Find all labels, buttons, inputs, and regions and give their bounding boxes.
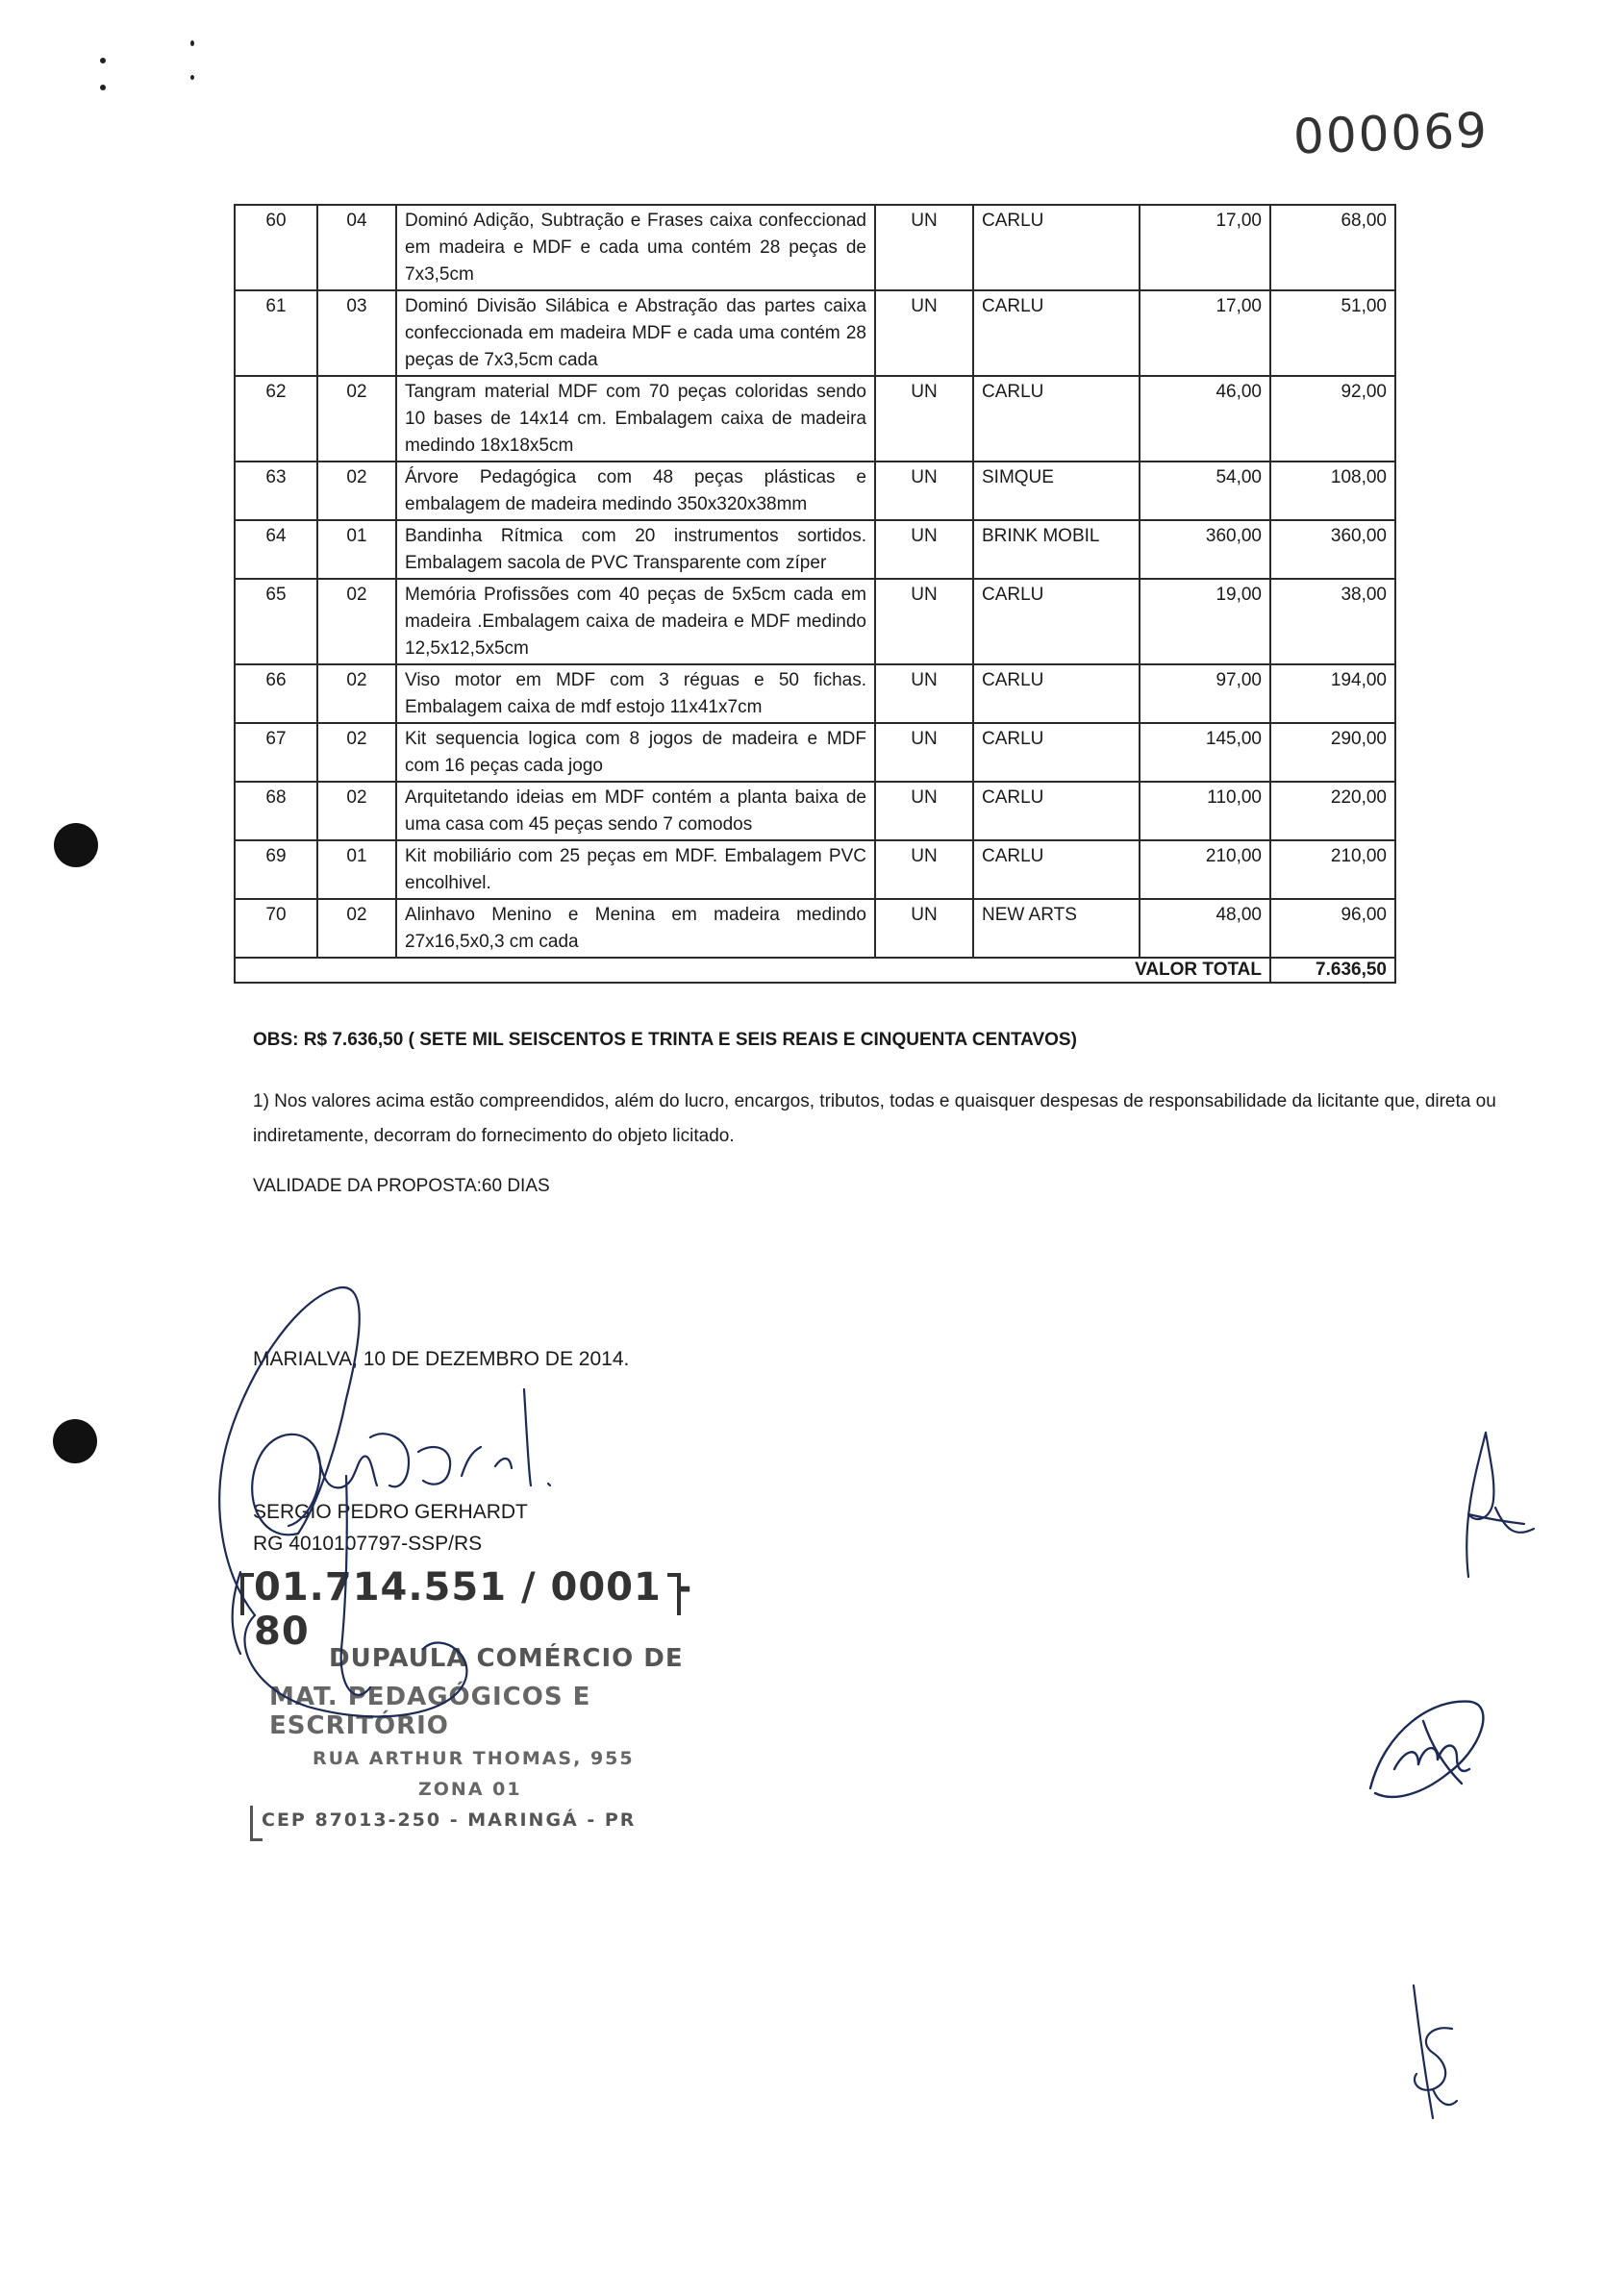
item-brand: CARLU [973,579,1140,664]
item-quantity: 02 [317,782,396,840]
stamp-cep: CEP 87013-250 - MARINGÁ - PR [262,1809,637,1831]
item-unit: UN [875,290,973,376]
item-quantity: 02 [317,462,396,520]
item-description: Kit sequencia logica com 8 jogos de madeira e MDF com 16 peças cada jogo [396,723,875,782]
item-description: Kit mobiliário com 25 peças em MDF. Embalagem PVC encolhivel. [396,840,875,899]
item-total: 360,00 [1270,520,1395,579]
item-description: Bandinha Rítmica com 20 instrumentos sortidos. Embalagem sacola de PVC Transparente com zíper [396,520,875,579]
item-total: 210,00 [1270,840,1395,899]
item-total: 51,00 [1270,290,1395,376]
item-description: Alinhavo Menino e Menina em madeira medindo 27x16,5x0,3 cm cada [396,899,875,958]
item-unit-price: 110,00 [1140,782,1270,840]
item-unit: UN [875,520,973,579]
item-quantity: 02 [317,376,396,462]
item-number: 66 [235,664,317,723]
item-description: Arquitetando ideias em MDF contém a planta baixa de uma casa com 45 peças sendo 7 comodos [396,782,875,840]
item-quantity: 04 [317,205,396,290]
stamp-cnpj: 01.714.551 / 0001 - 80 [254,1565,693,1654]
item-unit-price: 17,00 [1140,205,1270,290]
scan-speck [100,85,106,90]
stamp-bracket [667,1573,681,1615]
item-brand: CARLU [973,840,1140,899]
handwritten-signature [202,1284,567,1726]
observation-text: OBS: R$ 7.636,50 ( SETE MIL SEISCENTOS E TRINTA E SEIS REAIS E CINQUENTA CENTAVOS) [253,1030,1077,1050]
item-quantity: 02 [317,723,396,782]
item-number: 65 [235,579,317,664]
item-total: 220,00 [1270,782,1395,840]
table-row [235,376,1395,462]
table-row [235,205,1395,290]
item-unit: UN [875,840,973,899]
items-table [234,204,1396,984]
total-row [235,958,1395,983]
item-brand: CARLU [973,782,1140,840]
item-brand: CARLU [973,290,1140,376]
scan-speck [100,58,106,63]
punch-hole [54,823,98,867]
item-brand: BRINK MOBIL [973,520,1140,579]
item-unit-price: 97,00 [1140,664,1270,723]
item-description: Árvore Pedagógica com 48 peças plásticas e embalagem de madeira medindo 350x320x38mm [396,462,875,520]
item-unit: UN [875,782,973,840]
item-quantity: 02 [317,899,396,958]
item-unit-price: 19,00 [1140,579,1270,664]
stamp-address: RUA ARTHUR THOMAS, 955 [313,1748,635,1769]
item-quantity: 01 [317,840,396,899]
item-description: Dominó Divisão Silábica e Abstração das partes caixa confeccionada em madeira MDF e cada uma contém 28 peças de 7x3,5cm cada [396,290,875,376]
margin-initial-signature [1399,1985,1476,2120]
item-unit-price: 360,00 [1140,520,1270,579]
margin-initial-signature [1366,1692,1491,1808]
item-quantity: 02 [317,664,396,723]
item-number: 64 [235,520,317,579]
item-unit-price: 54,00 [1140,462,1270,520]
table-row [235,840,1395,899]
punch-hole [53,1419,97,1463]
table-row [235,462,1395,520]
signer-name: SERGIO PEDRO GERHARDT [253,1501,528,1523]
item-brand: NEW ARTS [973,899,1140,958]
scan-speck [190,40,194,46]
item-description: Memória Profissões com 40 peças de 5x5cm cada em madeira .Embalagem caixa de madeira e MDF medindo 12,5x12,5x5cm [396,579,875,664]
margin-initial-signature [1447,1433,1543,1577]
item-number: 69 [235,840,317,899]
page-number: 000069 [1292,102,1490,165]
item-quantity: 03 [317,290,396,376]
item-unit: UN [875,899,973,958]
item-description: Dominó Adição, Subtração e Frases caixa confeccionad em madeira e MDF e cada uma contém 28 peças de 7x3,5cm [396,205,875,290]
table-row [235,723,1395,782]
item-unit: UN [875,723,973,782]
item-unit: UN [875,664,973,723]
item-total: 194,00 [1270,664,1395,723]
table-row [235,520,1395,579]
item-brand: CARLU [973,205,1140,290]
item-unit-price: 17,00 [1140,290,1270,376]
item-unit: UN [875,205,973,290]
item-description: Tangram material MDF com 70 peças coloridas sendo 10 bases de 14x14 cm. Embalagem caixa de madeira medindo 18x18x5cm [396,376,875,462]
item-brand: CARLU [973,664,1140,723]
item-brand: SIMQUE [973,462,1140,520]
stamp-zone: ZONA 01 [418,1779,522,1800]
total-label: VALOR TOTAL [235,958,1270,983]
item-unit: UN [875,376,973,462]
stamp-company-line1: DUPAULA COMÉRCIO DE [329,1644,684,1673]
note-text: 1) Nos valores acima estão compreendidos, além do lucro, encargos, tributos, todas e quaisquer despesas de responsabilidade da licitante que, direta ou indiretamente, decorram do fornecimento do objeto licitado. [253,1091,1496,1146]
place-date: MARIALVA, 10 DE DEZEMBRO DE 2014. [253,1348,630,1370]
item-total: 96,00 [1270,899,1395,958]
item-unit-price: 210,00 [1140,840,1270,899]
item-unit-price: 48,00 [1140,899,1270,958]
item-total: 92,00 [1270,376,1395,462]
item-number: 60 [235,205,317,290]
total-value: 7.636,50 [1270,958,1395,983]
stamp-company-line2: MAT. PEDAGÓGICOS E ESCRITÓRIO [269,1683,591,1740]
item-unit: UN [875,462,973,520]
item-number: 63 [235,462,317,520]
table-row [235,899,1395,958]
item-total: 290,00 [1270,723,1395,782]
table-row [235,664,1395,723]
item-unit: UN [875,579,973,664]
item-total: 68,00 [1270,205,1395,290]
item-unit-price: 145,00 [1140,723,1270,782]
item-unit-price: 46,00 [1140,376,1270,462]
item-number: 70 [235,899,317,958]
item-quantity: 01 [317,520,396,579]
item-number: 62 [235,376,317,462]
item-total: 108,00 [1270,462,1395,520]
item-number: 68 [235,782,317,840]
item-number: 67 [235,723,317,782]
item-number: 61 [235,290,317,376]
item-total: 38,00 [1270,579,1395,664]
item-brand: CARLU [973,723,1140,782]
items-table-body [235,205,1395,958]
signer-rg: RG 4010107797-SSP/RS [253,1533,483,1555]
item-brand: CARLU [973,376,1140,462]
table-row [235,290,1395,376]
table-row [235,782,1395,840]
proposal-validity: VALIDADE DA PROPOSTA:60 DIAS [253,1176,550,1196]
item-description: Viso motor em MDF com 3 réguas e 50 fichas. Embalagem caixa de mdf estojo 11x41x7cm [396,664,875,723]
item-quantity: 02 [317,579,396,664]
table-row [235,579,1395,664]
scan-speck [190,75,194,80]
